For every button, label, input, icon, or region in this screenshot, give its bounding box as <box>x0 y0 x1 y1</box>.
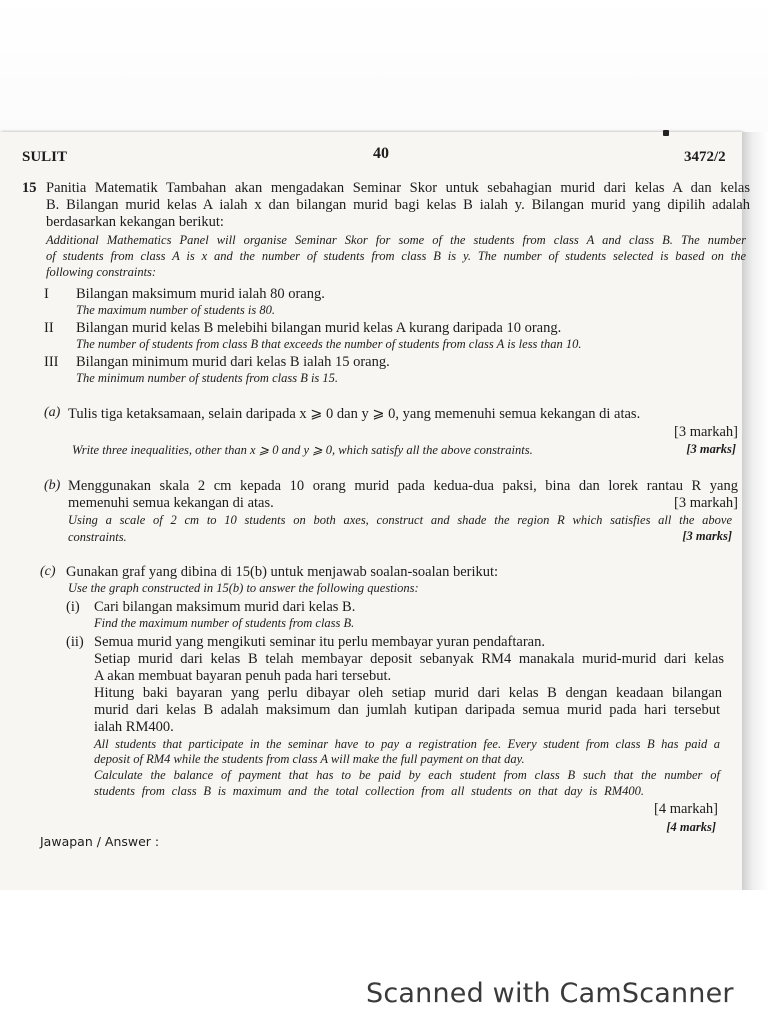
constraint-2-ms: Bilangan murid kelas B melebihi bilangan murid kelas A kurang daripada 10 orang. <box>76 320 562 336</box>
intro-ms-line-2: B. Bilangan murid kelas A ialah x dan bilangan murid bagi kelas B ialah y. Bilangan murid yang dipilih adalah <box>46 197 750 213</box>
part-c-marks-ms: [4 markah] <box>653 801 718 817</box>
scan-speck <box>663 130 669 136</box>
part-c-i-ms: Cari bilangan maksimum murid dari kelas B. <box>94 599 356 615</box>
part-c-ii-ms-line-5: murid dari kelas B adalah maksimum dan jumlah kutipan daripada semua murid pada hari tersebut <box>94 702 720 718</box>
part-b-label: (b) <box>44 478 61 493</box>
question-number: 15 <box>22 180 37 196</box>
constraint-3-en: The minimum number of students from class B is 15. <box>76 371 339 385</box>
part-b-marks-en: [3 marks] <box>682 529 732 543</box>
part-b-en-line-1: Using a scale of 2 cm to 10 students on both axes, construct and shade the region R which satisfies all the above <box>68 513 732 527</box>
part-a-en: Write three inequalities, other than x ⩾ 0 and y ⩾ 0, which satisfy all the above constraints. <box>72 443 533 457</box>
part-c-ii-label: (ii) <box>66 634 84 650</box>
constraint-3-roman: III <box>44 354 59 370</box>
part-b-en-line-2: constraints. <box>68 530 127 544</box>
part-a-marks-ms: [3 markah] <box>673 424 738 440</box>
part-c-i-label: (i) <box>66 599 80 615</box>
part-c-ii-ms-line-1: Semua murid yang mengikuti seminar itu perlu membayar yuran pendaftaran. <box>94 634 545 650</box>
part-c-ii-ms-line-2: Setiap murid dari kelas B telah membayar deposit sebanyak RM4 manakala murid-murid dari kelas <box>94 651 724 667</box>
scanner-watermark: Scanned with CamScanner <box>366 978 734 1009</box>
part-b-ms-line-2: memenuhi semua kekangan di atas. <box>68 495 274 511</box>
constraint-1-ms: Bilangan maksimum murid ialah 80 orang. <box>76 286 325 302</box>
part-c-ii-ms-line-6: ialah RM400. <box>94 719 174 735</box>
part-c-ii-ms-line-4: Hitung baki bayaran yang perlu dibayar oleh setiap murid dari kelas B dengan keadaan bilangan <box>94 685 722 701</box>
intro-en-line-2: of students from class A is x and the number of students from class B is y. The number of students selected is based on the <box>46 249 746 263</box>
part-c-ii-en-line-4: students from class B is maximum and the total collection from all students on that day is RM400. <box>94 784 644 798</box>
part-a-ms: Tulis tiga ketaksamaan, selain daripada x ⩾ 0 dan y ⩾ 0, yang memenuhi semua kekangan di atas. <box>68 406 641 422</box>
constraint-2-roman: II <box>44 320 54 336</box>
part-a-marks-en: [3 marks] <box>686 442 736 456</box>
intro-ms-line-1: Panitia Matematik Tambahan akan mengadakan Seminar Skor untuk sebahagian murid dari kelas A dan kelas <box>46 180 750 196</box>
part-c-ii-en-line-1: All students that participate in the seminar have to pay a registration fee. Every student from class B has paid a <box>94 737 720 751</box>
part-c-ii-ms-line-3: A akan membuat bayaran penuh pada hari tersebut. <box>94 668 392 684</box>
page-number: 40 <box>373 145 389 162</box>
part-c-ms: Gunakan graf yang dibina di 15(b) untuk menjawab soalan-soalan berikut: <box>66 564 499 580</box>
constraint-1-roman: I <box>44 286 49 302</box>
intro-ms-line-3: berdasarkan kekangan berikut: <box>46 214 224 230</box>
header-sulit: SULIT <box>22 149 68 165</box>
part-c-i-en: Find the maximum number of students from class B. <box>94 616 355 630</box>
intro-en-line-3: following constraints: <box>46 265 157 279</box>
constraint-3-ms: Bilangan minimum murid dari kelas B ialah 15 orang. <box>76 354 390 370</box>
part-b-ms-line-1: Menggunakan skala 2 cm kepada 10 orang murid pada kedua-dua paksi, bina dan lorek rantau R yang <box>68 478 738 494</box>
part-c-en: Use the graph constructed in 15(b) to answer the following questions: <box>68 581 419 595</box>
part-a-label: (a) <box>44 405 61 420</box>
top-background <box>0 0 768 132</box>
part-c-label: (c) <box>40 564 56 579</box>
part-c-marks-en: [4 marks] <box>666 820 716 834</box>
part-b-marks-ms: [3 markah] <box>673 495 738 511</box>
constraint-1-en: The maximum number of students is 80. <box>76 303 275 317</box>
intro-en-line-1: Additional Mathematics Panel will organise Seminar Skor for some of the students from class A and class B. The number <box>46 233 746 247</box>
constraint-2-en: The number of students from class B that exceeds the number of students from class A is less than 10. <box>76 337 582 351</box>
part-c-ii-en-line-2: deposit of RM4 while the students from class A will make the full payment on that day. <box>94 752 525 766</box>
answer-label: Jawapan / Answer : <box>40 834 160 849</box>
paper-code: 3472/2 <box>684 149 726 165</box>
part-c-ii-en-line-3: Calculate the balance of payment that has to be paid by each student from class B such that the number of <box>94 768 720 782</box>
